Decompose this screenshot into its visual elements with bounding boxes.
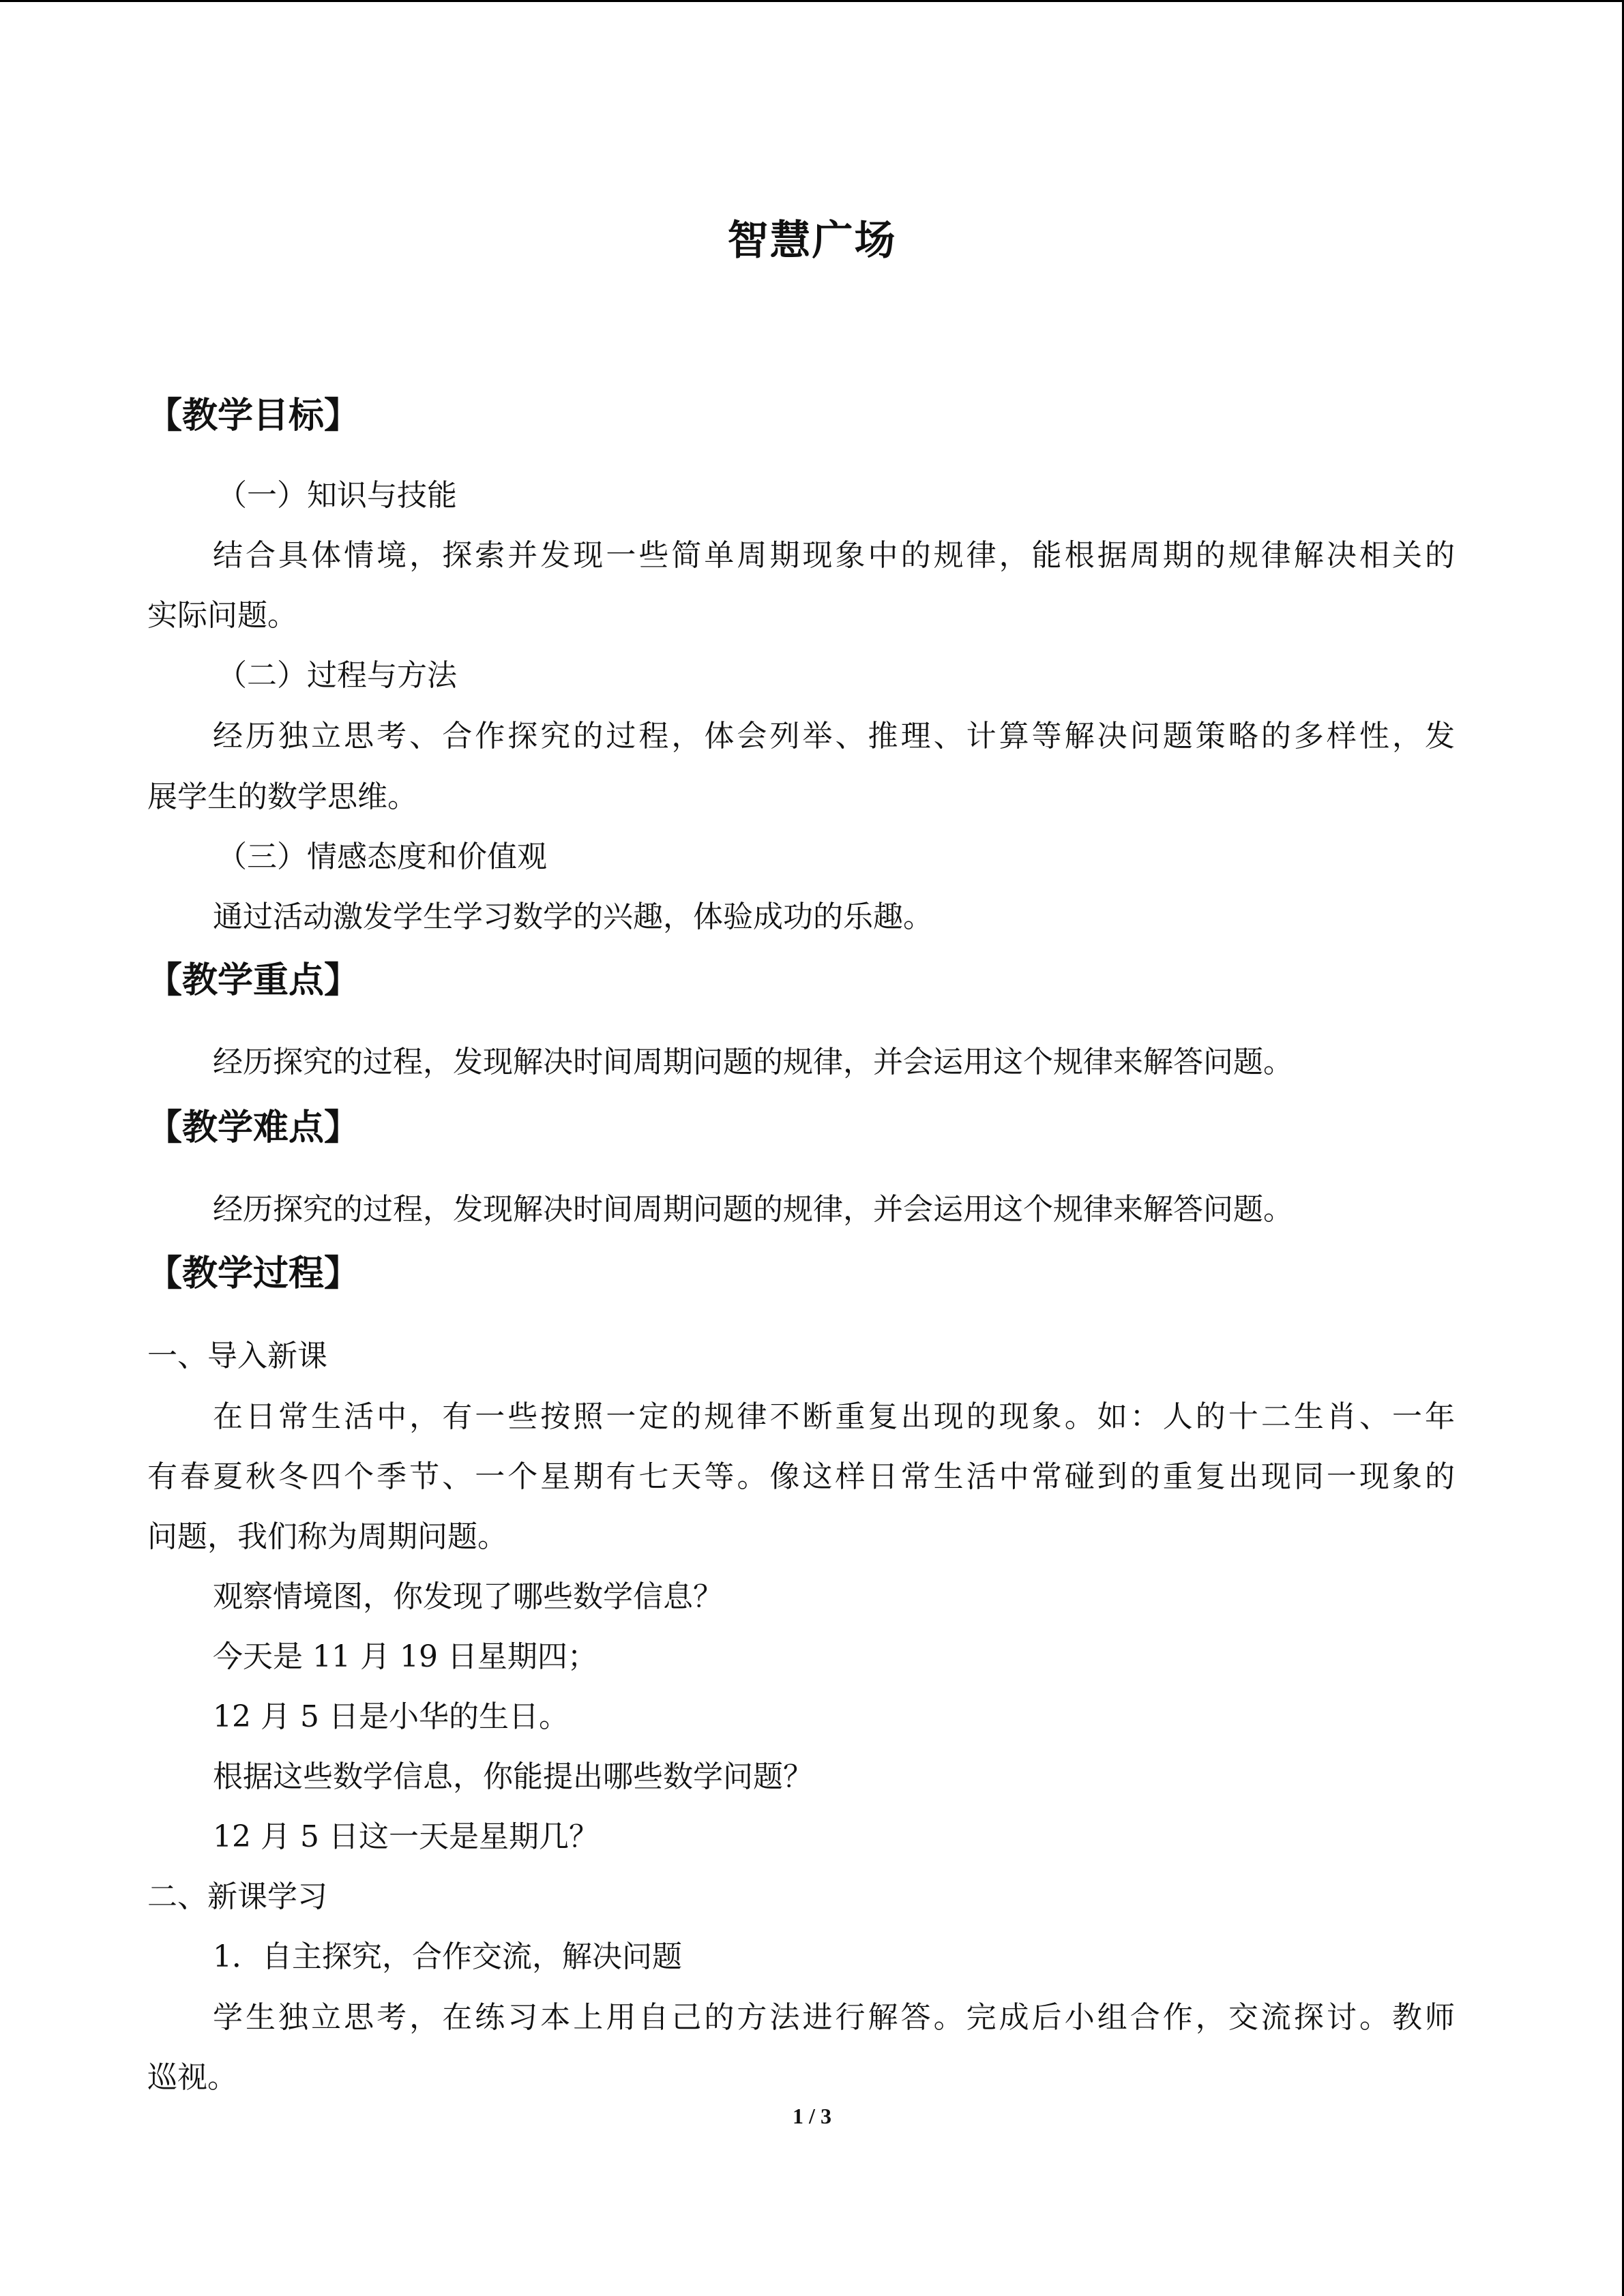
paragraph-line: 今天是 11 月 19 日星期四； bbox=[213, 1639, 597, 1674]
paragraph-line: 经历探究的过程，发现解决时间周期问题的规律，并会运用这个规律来解答问题。 bbox=[213, 1045, 1293, 1079]
paragraph-line: 学生独立思考，在练习本上用自己的方法进行解答。完成后小组合作，交流探讨。教师 bbox=[213, 2000, 1455, 2035]
page-number: 1 / 3 bbox=[793, 2104, 831, 2128]
subheading-process: （二）过程与方法 bbox=[217, 658, 457, 693]
paragraph-line: 经历探究的过程，发现解决时间周期问题的规律，并会运用这个规律来解答问题。 bbox=[213, 1192, 1293, 1227]
paragraph-line: 12 月 5 日这一天是星期几？ bbox=[213, 1819, 599, 1854]
paragraph-line: 观察情境图，你发现了哪些数学信息？ bbox=[213, 1579, 723, 1614]
paragraph-line: 实际问题。 bbox=[147, 598, 297, 633]
section-heading-goals: 【教学目标】 bbox=[147, 396, 360, 436]
paragraph-line: 根据这些数学信息，你能提出哪些数学问题？ bbox=[213, 1759, 813, 1794]
paragraph-line: 通过活动激发学生学习数学的兴趣，体验成功的乐趣。 bbox=[213, 899, 933, 934]
paragraph-line: 经历独立思考、合作探究的过程，体会列举、推理、计算等解决问题策略的多样性，发 bbox=[213, 719, 1455, 754]
section-heading-key: 【教学重点】 bbox=[147, 960, 360, 1001]
paragraph-line: 结合具体情境，探索并发现一些简单周期现象中的规律，能根据周期的规律解决相关的 bbox=[213, 538, 1455, 573]
section-heading-difficulty: 【教学难点】 bbox=[147, 1107, 360, 1148]
paragraph-line: 12 月 5 日是小华的生日。 bbox=[213, 1699, 569, 1734]
paragraph-line: 问题，我们称为周期问题。 bbox=[147, 1519, 507, 1554]
subheading-explore: 1．自主探究，合作交流，解决问题 bbox=[213, 1939, 682, 1974]
paragraph-line: 展学生的数学思维。 bbox=[147, 779, 417, 814]
subheading-new-lesson: 二、新课学习 bbox=[147, 1879, 327, 1914]
section-heading-process: 【教学过程】 bbox=[147, 1253, 360, 1294]
subheading-intro: 一、导入新课 bbox=[147, 1339, 327, 1373]
paragraph-line: 有春夏秋冬四个季节、一个星期有七天等。像这样日常生活中常碰到的重复出现同一现象的 bbox=[147, 1459, 1455, 1494]
paragraph-line: 巡视。 bbox=[147, 2060, 237, 2095]
document-title: 智慧广场 bbox=[727, 217, 897, 265]
paragraph-line: 在日常生活中，有一些按照一定的规律不断重复出现的现象。如：人的十二生肖、一年 bbox=[213, 1399, 1455, 1434]
subheading-knowledge: （一）知识与技能 bbox=[217, 478, 457, 513]
subheading-attitude: （三）情感态度和价值观 bbox=[217, 839, 547, 874]
